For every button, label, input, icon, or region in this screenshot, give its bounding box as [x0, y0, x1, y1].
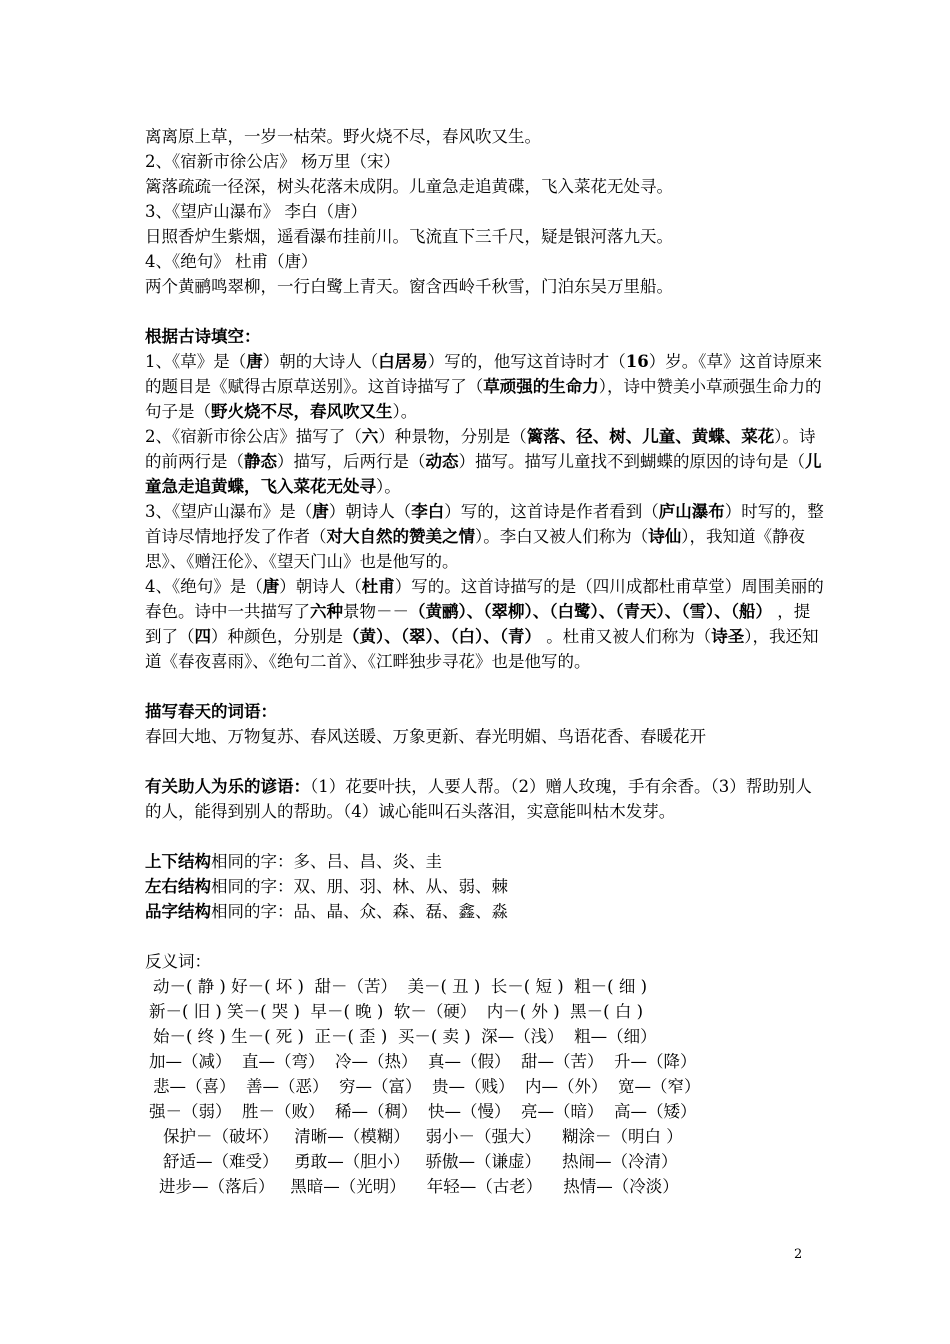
fill-question-1: 1、《草》是（唐）朝的大诗人（白居易）写的，他写这首诗时才（16）岁。《草》这首诗原来的题目是《赋得古原草送别》。这首诗描写了（草顽强的生命力），诗中赞美小草顽强生命力的句子是（野火烧不尽，春风吹又生）。 — [145, 352, 822, 421]
antonym-row: 进步—（落后） 黑暗—（光明） 年轻—（古老） 热情—（冷淡） — [159, 1177, 679, 1196]
fill-question-2: 2、《宿新市徐公店》描写了（六）种景物，分别是（篱落、径、树、儿童、黄蝶、菜花）。诗的前两行是（静态）描写，后两行是（动态）描写。描写儿童找不到蝴蝶的原因的诗句是（儿童急走追黄蝶，飞入菜花无处寻）。 — [145, 427, 822, 496]
page-number: 2 — [794, 1247, 803, 1262]
poem-2-title: 2、《宿新市徐公店》 杨万里（宋） — [145, 152, 400, 171]
proverbs-heading: 有关助人为乐的谚语： — [145, 777, 310, 796]
structure-row: 上下结构相同的字：多、吕、昌、炎、圭 — [145, 852, 442, 871]
poem-1-text: 离离原上草，一岁一枯荣。野火烧不尽，春风吹又生。 — [145, 127, 541, 146]
poem-4-title: 4、《绝句》 杜甫（唐） — [145, 252, 318, 271]
antonym-row: 动－( 静 ) 好－( 坏 ) 甜－（苦） 美－( 丑 ) 长－( 短 ) 粗－( 细 ) — [153, 977, 648, 996]
proverbs-paragraph — [145, 774, 825, 824]
antonym-row: 悲—（喜） 善—（恶） 穷—（富） 贵—（贱） 内—（外） 宽—（窄） — [153, 1077, 701, 1096]
fill-heading: 根据古诗填空： — [145, 327, 261, 346]
poem-3-text: 日照香炉生紫烟，遥看瀑布挂前川。飞流直下三千尺，疑是银河落九天。 — [145, 227, 673, 246]
antonyms-heading: 反义词： — [145, 952, 211, 971]
document-body — [145, 124, 825, 1199]
antonym-row: 加—（减） 直—（弯） 冷—（热） 真—（假） 甜—（苦） 升—（降） — [149, 1052, 697, 1071]
antonym-row: 舒适—（难受） 勇敢—（胆小） 骄傲—（谦虚） 热闹—（冷清） — [163, 1152, 678, 1171]
antonym-row: 强－（弱） 胜－（败） 稀—（稠） 快—（慢） 亮—（暗） 高—（矮） — [149, 1102, 697, 1121]
fill-question-3: 3、《望庐山瀑布》是（唐）朝诗人（李白）写的，这首诗是作者看到（庐山瀑布）时写的，整首诗尽情地抒发了作者（对大自然的赞美之情）。李白又被人们称为（诗仙），我知道《静夜思》、《赠汪伦》、《望天门山》也是他写的。 — [145, 502, 824, 571]
fill-question-4: 4、《绝句》是（唐）朝诗人（杜甫）写的。这首诗描写的是（四川成都杜甫草堂）周围美丽的春色。诗中一共描写了六种景物－－（黄鹂）、（翠柳）、（白鹭）、（青天）、（雪）、（船） ，提到了（四）种颜色，分别是（黄）、（翠）、（白）、（青） 。杜甫又被人们称为（诗圣），我还知道《春夜喜雨》、《绝句二首》、《江畔独步寻花》也是他写的。 — [145, 577, 824, 671]
structure-row: 品字结构相同的字：品、晶、众、森、磊、鑫、淼 — [145, 902, 508, 921]
proverbs-text: （1）花要叶扶，人要人帮。（2）赠人玫瑰，手有余香。（3）帮助别人的人，能得到别人的帮助。（4）诚心能叫石头落泪，实意能叫枯木发芽。 — [145, 777, 812, 821]
antonym-row: 新－( 旧 ) 笑－( 哭 ) 早－( 晚 ) 软－（硬） 内－( 外 ) 黑－( 白 ) — [149, 1002, 644, 1021]
poem-3-title: 3、《望庐山瀑布》 李白（唐） — [145, 202, 367, 221]
poem-4-text: 两个黄鹂鸣翠柳，一行白鹭上青天。窗含西岭千秋雪，门泊东吴万里船。 — [145, 277, 673, 296]
antonym-row: 保护－（破坏） 清晰—（模糊） 弱小－（强大） 糊涂－（明白 ） — [163, 1127, 683, 1146]
spring-words: 春回大地、万物复苏、春风送暖、万象更新、春光明媚、鸟语花香、春暖花开 — [145, 727, 706, 746]
structure-row: 左右结构相同的字：双、朋、羽、林、从、弱、棘 — [145, 877, 508, 896]
antonym-row: 始－( 终 ) 生－( 死 ) 正－( 歪 ) 买－( 卖 ) 深—（浅） 粗—（细） — [153, 1027, 657, 1046]
spring-heading: 描写春天的词语： — [145, 702, 277, 721]
poem-2-text: 篱落疏疏一径深，树头花落未成阴。儿童急走追黄碟，飞入菜花无处寻。 — [145, 177, 673, 196]
